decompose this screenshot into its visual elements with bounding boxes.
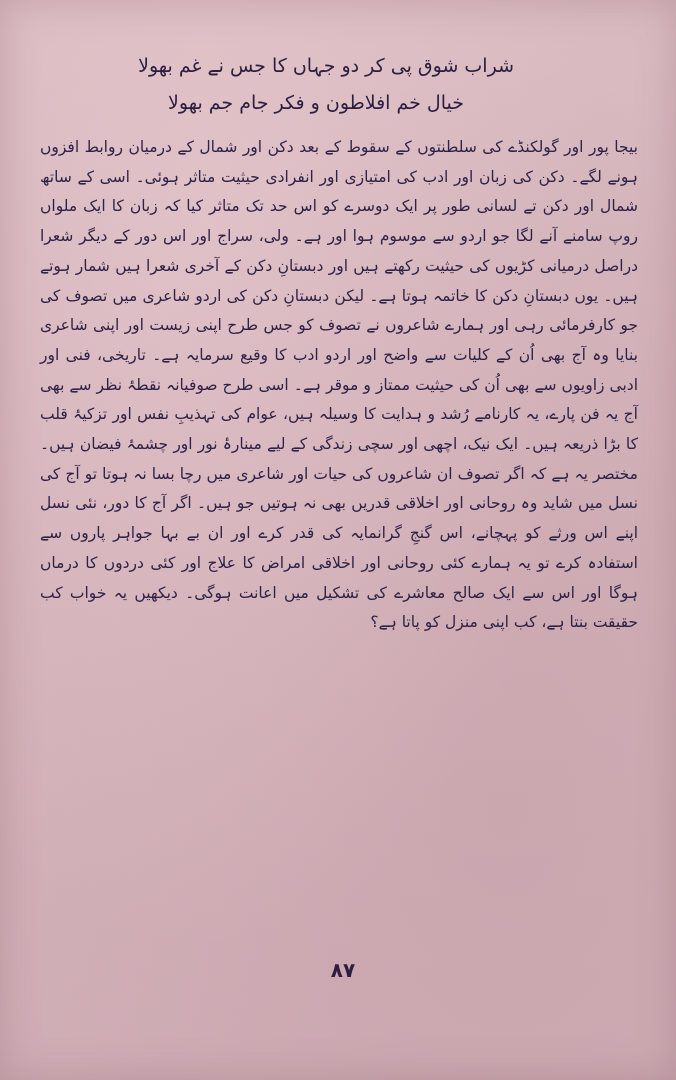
poem-line-1: شراب شوق پی کر دو جہاں کا جس نے غم بھولا [138, 55, 514, 77]
poem-line-2: خیال خم افلاطون و فکر جام جم بھولا [168, 92, 464, 114]
body-paragraph: بیجا پور اور گولکنڈے کی سلطنتوں کے سقوط کے بعد دکن اور شمال کے درمیان روابط افزوں ہونے لگے۔ دکن کی زبان اور ادب کی امتیازی اور انفرادی حیثیت متاثر ہوئی۔ اسی کے ساتھ شمال اور دکن تے لسانی طور پر ایک دوسرے کو اس حد تک متاثر کیا کہ زبان کا ایک ملواں روپ سامنے آنے لگا جو اردو سے موسوم ہوا اور ہے۔ ولی، سراج اور اس دور کے دیگر شعرا دراصل درمیانی کڑیوں کی حیثیت رکھتے ہیں اور دبستانِ دکن کے آخری شعرا ہیں شمار ہوتے ہیں۔ یوں دبستانِ دکن کا خاتمہ ہوتا ہے۔ لیکن دبستانِ دکن کی اردو شاعری میں تصوف کی جو کارفرمائی رہی اور ہمارے شاعروں نے تصوف کو جس طرح اپنی زیست اور اپنی شاعری بنایا وہ آج بھی اُن کے کلیات سے واضح اور اردو ادب کا وقیع سرمایہ ہے۔ تاریخی، فنی اور ادبی زاویوں سے بھی اُن کی حیثیت ممتاز و موقر ہے۔ اسی طرح صوفیانہ نقطۂ نظر سے بھی آج یہ فن پارے، یہ کارنامے رُشد و ہدایت کا وسیلہ ہیں، عوام کی تہذیبِ نفس اور تزکیۂ قلب کا بڑا ذریعہ ہیں۔ ایک نیک، اچھی اور سچی زندگی کے لیے مینارۂ نور اور چشمۂ فیضان ہیں۔ مختصر یہ ہے کہ اگر تصوف ان شاعروں کی حیات اور شاعری میں رچا بسا نہ ہوتا تو آج کی نسل میں شاید وہ روحانی اور اخلاقی قدریں بھی نہ ہوتیں جو ہیں۔ اگر آج کا دور، نئی نسل اپنے اس ورثے کو پہچانے، اس گنجِ گرانمایہ کی قدر کرے اور ان بے بہا جواہر پاروں سے استفادہ کرے تو یہ ہمارے کئی روحانی اور اخلاقی امراض کا علاج اور کئی دردوں کا درماں ہوگا اور اس سے ایک صالح معاشرے کی تشکیل میں اعانت ہوگی۔ دیکھیں یہ خواب کب حقیقت بنتا ہے، کب اپنی منزل کو پاتا ہے؟ [40, 138, 638, 632]
body-paragraph-container [40, 133, 638, 638]
page-number: ۸۷ [330, 958, 356, 982]
